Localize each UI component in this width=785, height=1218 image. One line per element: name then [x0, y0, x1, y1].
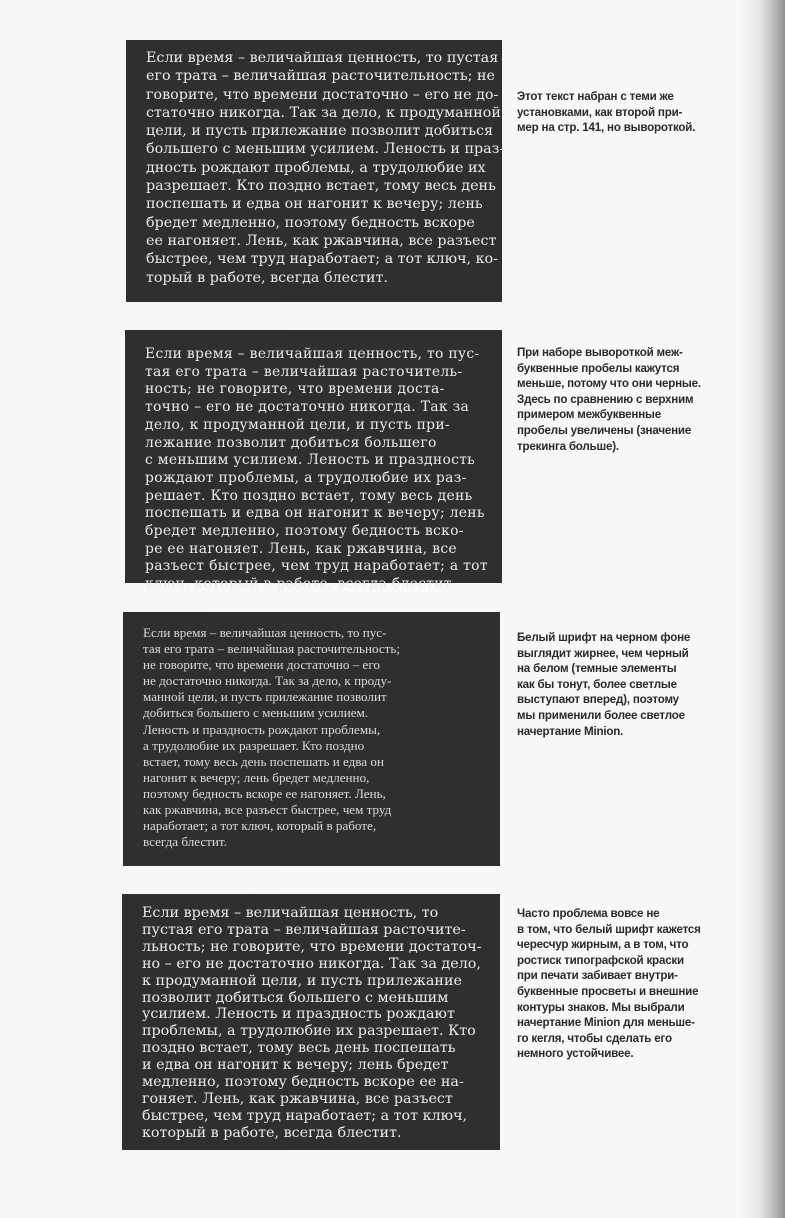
- text-line: наработает; а тот ключ, который в работе,: [143, 818, 377, 834]
- text-line: ность; не говорите, что времени доста-: [145, 381, 445, 398]
- text-line: ключ, который в работе, всегда блестит.: [145, 576, 457, 593]
- text-line: в том, что белый шрифт кажется: [517, 922, 701, 936]
- text-line: рождают проблемы, а трудолюбие их раз-: [145, 469, 467, 486]
- text-line: нагонит к вечеру; лень бредет медленно,: [143, 769, 370, 785]
- text-line: добиться большего с меньшим усилием.: [143, 705, 369, 721]
- text-line: на белом (темные элементы: [517, 662, 677, 676]
- text-line: выглядит жирнее, чем черный: [517, 646, 689, 660]
- text-line: начертание Minion.: [517, 724, 624, 738]
- text-line: При наборе вывороткой меж-: [517, 346, 683, 359]
- text-line: при печати забивает внутри-: [517, 969, 678, 983]
- text-line: поспешать и едва он нагонит к вечеру; лень: [145, 505, 485, 522]
- text-line: Этот текст набран с теми же: [517, 90, 674, 103]
- text-line: пустая его трата – величайшая расточите-: [142, 921, 466, 938]
- text-line: усилием. Леность и праздность рождают: [142, 1006, 455, 1023]
- text-line: который в работе, всегда блестит.: [142, 1124, 402, 1141]
- text-line: ростиск типографской краски: [517, 953, 684, 967]
- text-line: медленно, поэтому бедность вскоре ее на-: [142, 1074, 464, 1091]
- text-line: всегда блестит.: [143, 834, 227, 850]
- text-line: большего с меньшим усилием. Леность и праз-: [146, 141, 505, 158]
- text-line: Белый шрифт на черном фоне: [517, 631, 691, 644]
- example-text: [143, 625, 400, 850]
- reversed-text-example-3: [123, 612, 500, 866]
- text-line: Здесь по сравнению с верхним: [517, 392, 694, 406]
- text-line: с меньшим усилием. Леность и праздность: [145, 452, 476, 469]
- text-line: дело, к продуманной цели, и пусть при-: [145, 416, 450, 433]
- text-line: ее нагоняет. Лень, как ржавчина, все разъест: [146, 232, 497, 249]
- text-line: точно – его не достаточно никогда. Так за: [145, 399, 470, 416]
- text-line: его трата – величайшая расточительность; не: [146, 68, 495, 85]
- text-line: буквенные пробелы кажутся: [517, 361, 680, 375]
- text-line: быстрее, чем труд наработает; а тот ключ,: [142, 1107, 468, 1124]
- text-line: примером межбуквенные: [517, 408, 661, 422]
- reversed-text-example-1: [126, 40, 505, 302]
- example-text: [142, 905, 482, 1142]
- text-line: поэтому бедность вскоре ее нагоняет. Лень,: [143, 785, 386, 801]
- text-line: разъест быстрее, чем труд наработает; а тот: [145, 558, 488, 575]
- text-line: немного устойчивее.: [517, 1047, 634, 1061]
- margin-note-1: [517, 89, 695, 136]
- text-line: меньше, потому что они черные.: [517, 377, 701, 391]
- text-line: го кегля, чтобы сделать его: [517, 1031, 672, 1045]
- text-line: как бы тонут, более светлые: [517, 677, 677, 691]
- text-line: и едва он нагонит к вечеру; лень бредет: [142, 1057, 449, 1074]
- margin-note-2: [517, 345, 701, 454]
- text-line: встает, тому весь день поспешать и едва он: [143, 753, 384, 769]
- text-line: Если время – величайшая ценность, то пустая: [146, 50, 499, 66]
- example-text: [145, 346, 488, 594]
- text-line: льность; не говорите, что времени достаточ-: [142, 938, 482, 955]
- text-line: установками, как второй при-: [517, 105, 683, 119]
- text-line: цели, и пусть прилежание позволит добиться: [146, 123, 494, 140]
- text-line: мер на стр. 141, но вывороткой.: [517, 121, 696, 135]
- text-line: торый в работе, всегда блестит.: [146, 269, 388, 286]
- text-line: Часто проблема вовсе не: [517, 907, 660, 920]
- text-line: решает. Кто поздно встает, тому весь день: [145, 487, 473, 504]
- text-line: говорите, что времени достаточно – его не до-: [146, 86, 499, 103]
- text-line: проблемы, а трудолюбие их разрешает. Кто: [142, 1023, 476, 1040]
- text-line: статочно никогда. Так за дело, к продуманной: [146, 104, 501, 121]
- text-line: бредет медленно, поэтому бедность вско-: [145, 523, 464, 540]
- text-line: поспешать и едва он нагонит к вечеру; лень: [146, 196, 483, 213]
- text-line: буквенные просветы и внешние: [517, 984, 699, 998]
- text-line: чересчур жирным, а в том, что: [517, 938, 689, 952]
- text-line: Если время – величайшая ценность, то пус-: [143, 625, 387, 640]
- text-line: трекинга больше).: [517, 439, 619, 453]
- margin-note-4: [517, 906, 701, 1062]
- text-line: не достаточно никогда. Так за дело, к проду-: [143, 673, 392, 689]
- text-line: не говорите, что времени достаточно – его: [143, 657, 380, 673]
- text-line: Леность и праздность рождают проблемы,: [143, 721, 381, 737]
- text-line: мы применили более светлое: [517, 708, 685, 722]
- text-line: выступают вперед), поэтому: [517, 693, 679, 707]
- margin-note-3: [517, 630, 690, 739]
- text-line: Если время – величайшая ценность, то: [142, 905, 439, 921]
- text-line: поздно встает, тому весь день поспешать: [142, 1040, 456, 1057]
- text-line: начертание Minion для меньше-: [517, 1016, 695, 1030]
- text-line: но – его не достаточно никогда. Так за дело,: [142, 955, 481, 972]
- text-line: контуры знаков. Мы выбрали: [517, 1000, 685, 1014]
- text-line: лежание позволит добиться большего: [145, 434, 437, 451]
- text-line: пробелы увеличены (значение: [517, 423, 692, 437]
- reversed-text-example-2: [125, 330, 502, 593]
- text-line: бредет медленно, поэтому бедность вскоре: [146, 214, 475, 231]
- text-line: тая его трата – величайшая расточитель-: [145, 363, 463, 380]
- example-text: [146, 49, 504, 287]
- text-line: к продуманной цели, и пусть прилежание: [142, 972, 462, 989]
- text-line: гоняет. Лень, как ржавчина, все разъест: [142, 1090, 453, 1107]
- text-line: тая его трата – величайшая расточительность;: [143, 641, 400, 657]
- text-line: а трудолюбие их разрешает. Кто поздно: [143, 737, 365, 753]
- text-line: как ржавчина, все разъест быстрее, чем труд: [143, 802, 392, 818]
- text-line: разрешает. Кто поздно встает, тому весь день: [146, 178, 496, 195]
- text-line: Если время – величайшая ценность, то пус-: [145, 346, 480, 362]
- text-line: манной цели, и пусть прилежание позволит: [143, 689, 387, 705]
- text-line: позволит добиться большего с меньшим: [142, 989, 449, 1006]
- text-line: дность рождают проблемы, а трудолюбие их: [146, 159, 486, 176]
- text-line: быстрее, чем труд наработает; а тот ключ, ко-: [146, 251, 498, 268]
- reversed-text-example-4: [122, 894, 500, 1150]
- text-line: ре ее нагоняет. Лень, как ржавчина, все: [145, 540, 457, 557]
